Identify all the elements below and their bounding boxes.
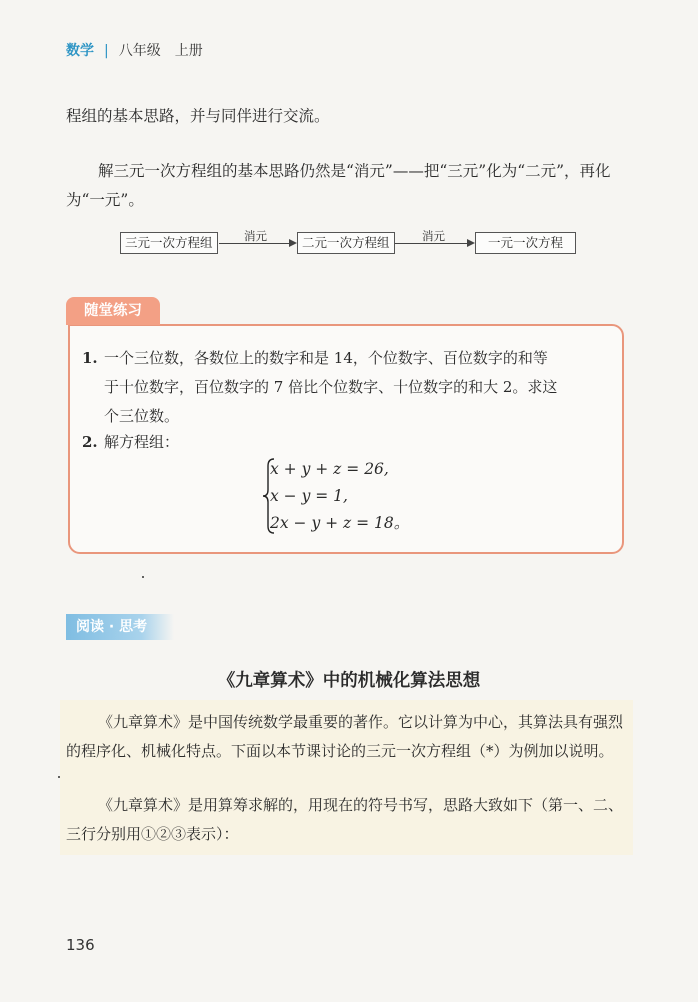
flow-box-one-var: 一元一次方程 bbox=[475, 232, 576, 254]
page-header bbox=[66, 40, 203, 60]
speck bbox=[58, 776, 60, 778]
reading-paragraph-1: 《九章算术》是中国传统数学最重要的著作。它以计算为中心，其算法具有强烈的程序化、机械化特点。下面以本节课讨论的三元一次方程组（*）为例加以说明。 bbox=[66, 713, 624, 760]
arrow-right-icon bbox=[289, 239, 297, 247]
exercise-2 bbox=[82, 428, 179, 457]
exercise-1-line1: 一个三位数，各数位上的数字和是 14，个位数字、百位数字的和等 bbox=[104, 349, 548, 367]
equation-1: x + y + z = 26, bbox=[270, 460, 389, 478]
arrow-right-icon bbox=[467, 239, 475, 247]
flow-box-three-var: 三元一次方程组 bbox=[120, 232, 218, 254]
reading-title: 《九章算术》中的机械化算法思想 bbox=[217, 671, 481, 691]
header-separator: | bbox=[104, 43, 109, 59]
equation-2: x − y = 1, bbox=[270, 487, 348, 505]
speck bbox=[142, 576, 144, 578]
subject-label: 数学 bbox=[66, 43, 94, 59]
practice-tab: 随堂练习 bbox=[66, 297, 160, 325]
flow-arrow-1 bbox=[219, 243, 289, 244]
flow-box-two-var: 二元一次方程组 bbox=[297, 232, 395, 254]
reading-tab: 阅读 · 思考 bbox=[66, 614, 174, 640]
exercise-1 bbox=[82, 344, 612, 431]
flow-arrow-label-1: 消元 bbox=[244, 229, 267, 243]
elimination-paragraph: 解三元一次方程组的基本思路仍然是“消元”——把“三元”化为“二元”，再化为“一元”。 bbox=[66, 162, 611, 209]
exercise-2-number: 2. bbox=[82, 433, 98, 451]
equation-system bbox=[270, 456, 409, 537]
exercise-1-line3: 个三位数。 bbox=[104, 407, 180, 425]
equation-3: 2x − y + z = 18。 bbox=[270, 514, 410, 532]
exercise-1-number: 1. bbox=[82, 349, 98, 367]
exercise-1-line2: 于十位数字，百位数字的 7 倍比个位数字、十位数字的和大 2。求这 bbox=[104, 378, 558, 396]
page-number: 136 bbox=[66, 936, 95, 954]
flow-arrow-label-2: 消元 bbox=[422, 229, 445, 243]
flow-arrow-2 bbox=[395, 243, 467, 244]
intro-line: 程组的基本思路，并与同伴进行交流。 bbox=[66, 107, 330, 125]
reading-paragraph-2: 《九章算术》是用算筹求解的，用现在的符号书写，思路大致如下（第一、二、三行分别用①②③表示）： bbox=[66, 796, 624, 843]
grade-label: 八年级 上册 bbox=[118, 43, 203, 59]
exercise-2-text: 解方程组： bbox=[104, 433, 180, 451]
